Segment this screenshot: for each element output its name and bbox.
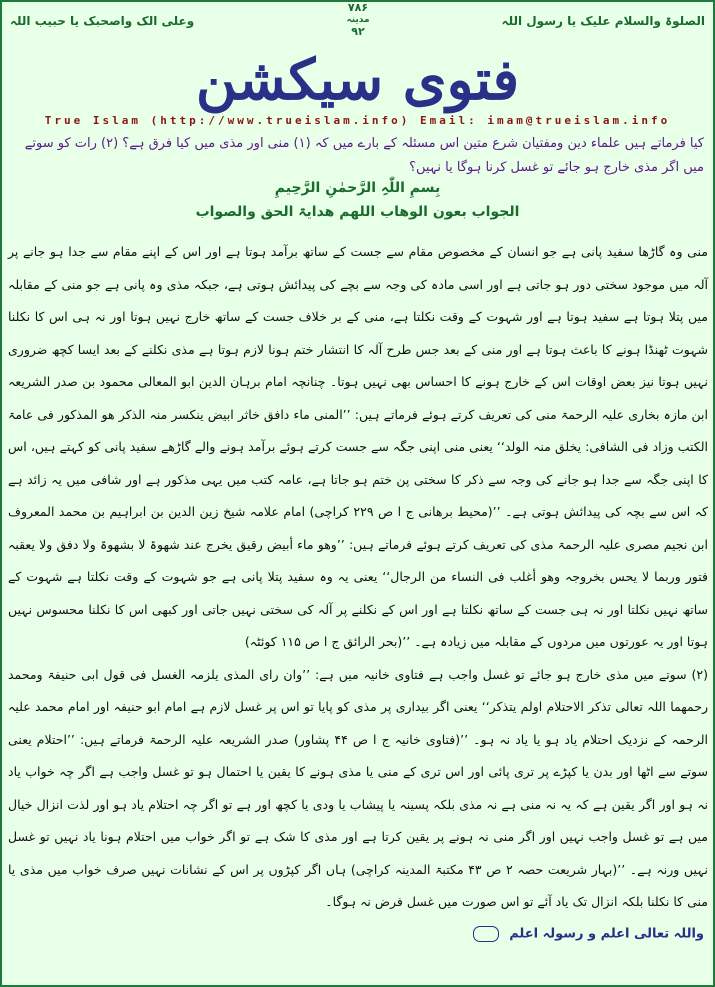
header-number-top: ۷۸۶ (347, 1, 369, 14)
answer-heading: الجواب بعون الوھاب اللھم ھدایۃ الحق والصواب (195, 204, 520, 220)
closing-text: واللہ تعالی اعلم و رسولہ اعلم (509, 926, 704, 942)
bismillah: بِسمِ اللّٰہِ الرَّحمٰنِ الرَّحِیمِ (274, 180, 441, 196)
closing-line (14, 926, 704, 942)
header (0, 0, 715, 36)
contact-line: True Islam (http://www.trueislam.info) Email: imam@trueislam.info (44, 114, 671, 127)
header-number-mid: مدینہ (346, 15, 370, 25)
answer-paragraph-1: منی وہ گاڑھا سفید پانی ہے جو انسان کے مخصوص مقام سے جست کے ساتھ برآمد ہوتا ہے اور اس کے اپنے مقام سے جدا ہو جانے پر آلہ میں موجود سختی دور ہو جاتی ہے اور اسی مادہ کی وجہ سے بچے کی پیدائش ہوتی ہے، جبکہ مذی وہ پانی ہے جو منی کے مقابلہ میں پتلا ہوتا ہے سفید ہوتا ہے اور شہوت کے وقت نکلتا ہے، منی کے بر خلاف جست کے ساتھ خارج نہیں ہوتا اور نہ ہی اس کا نکلنا شہوت ٹھنڈا ہونے کا باعث ہوتا ہے اور منی کے بعد جس طرح آلہ کا انتشار ختم ہونا لازم ہوتا ہے مذی نکلنے کے بعد ایسا کچھ ضروری نہیں ہوتا نیز بعض اوقات اس کے خارج ہونے کا احساس بھی نہیں ہوتا۔ چنانچہ امام برہان الدین ابو المعالی محمود بن صدر الشریعہ ابن مازہ بخاری علیہ الرحمۃ منی کی تعریف کرتے ہوئے فرماتے ہیں: ’’المنی ماء دافق خاثر ابیض ینکسر منہ الذکر ھو المذکور فی عامۃ الکتب وزاد فی الشافی: یخلق منہ الولد‘‘ یعنی منی اپنی جگہ سے جست کرتے ہوئے برآمد ہونے والے گاڑھے سفید پانی کو کہتے ہیں، اس کا اپنی جگہ سے جدا ہو جانے کی وجہ سے ذکر کا سختی پن ختم ہو جاتا ہے، عامہ کتب میں یہی مذکور ہے اور شافی میں یہ زائد ہے کہ اس سے بچہ کی پیدائش ہوتی ہے۔ ’’(محیط برھانی ج ا ص ۲۲۹ کراچی) امام علامہ شیخ زین الدین بن ابراہیم بن محمد المعروف ابن نجیم مصری علیہ الرحمۃ مذی کی تعریف کرتے ہوئے فرماتے ہیں: ’’وھو ماء أبیض رقیق یخرج عند شھوۃ لا بشھوۃ ولا دفق ولا یعقبہ فتور وربما لا یحس بخروجہ وھو أغلب فی النساء من الرجال‘‘ یعنی یہ وہ سفید پتلا پانی ہے جو شہوت کے وقت نکلتا ہے شہوت کے ساتھ نہیں نکلتا اور نہ ہی جست کے ساتھ نکلتا ہے اور اس کے نکلنے پر آلہ کی سختی نہیں جاتی اور کبھی اس کا نکلنا محسوس نہیں ہوتا اور یہ عورتوں میں مردوں کے مقابلہ میں زیادہ ہے۔ ’’(بحر الرائق ج ا ص ۱۱۵ کوئٹہ) (8, 244, 709, 649)
header-number-bottom: ۹۲ (351, 25, 365, 38)
question-text: کیا فرماتے ہیں علماء دین ومفتیان شرع متین اس مسئلہ کے بارے میں کہ (۱) منی اور مذی میں کیا فرق ہے؟ (۲) رات کو سوتے میں اگر مذی خارج ہو جائے تو غسل کرنا ہوگا یا نہیں؟ (24, 136, 704, 175)
header-salutation-right: الصلوۃ والسلام علیک یا رسول اللہ (501, 14, 705, 28)
header-salutation-left: وعلی الک واصحبک یا حبیب اللہ (10, 14, 195, 28)
header-number (340, 2, 376, 38)
seal-icon (473, 926, 499, 942)
answer-body (8, 236, 708, 919)
page-title: فتوی سیکشن (195, 47, 520, 113)
answer-paragraph-2: (۲) سوتے میں مذی خارج ہو جائے تو غسل واجب ہے فتاوی خانیہ میں ہے: ’’وان رای المذی یلزمہ الغسل فی قول ابی حنیفۃ ومحمد رحمھما اللہ تعالی تذکر الاحتلام اولم یتذکر‘‘ یعنی اگر بیداری پر مذی کو پایا تو اس پر غسل لازم ہے امام ابو حنیفہ اور امام محمد علیہ الرحمہ کے نزدیک احتلام یاد ہو یا یاد نہ ہو۔ ’’(فتاوی خانیہ ج ا ص ۴۴ پشاور) صدر الشریعہ علیہ الرحمۃ فرماتے ہیں: ’’احتلام یعنی سوتے سے اٹھا اور بدن یا کپڑے پر تری پائی اور اس تری کے منی یا مذی ہونے کا یقین یا احتمال ہو تو غسل واجب ہے اگر چہ خواب یاد نہ ہو اور اگر یقین ہے کہ یہ نہ منی ہے نہ مذی بلکہ پسینہ یا پیشاب یا ودی یا کچھ اور ہے تو اگر چہ احتلام یاد ہو اور لذت انزال خیال میں ہے تو غسل واجب نہیں اور اگر منی نہ ہونے پر یقین کرتا ہے اور مذی کا شک ہے تو اگر خواب میں احتلام ہونا یاد نہیں تو غسل نہیں ورنہ ہے۔ ’’(بہار شریعت حصہ ۲ ص ۴۳ مکتبۃ المدینہ کراچی) ہاں اگر کپڑوں پر اس کے نشانات نہیں صرف خواب میں مذی یا منی کا نکلنا بلکہ انزال تک یاد آئے تو اس صورت میں غسل فرض نہ ہوگا۔ (8, 666, 709, 909)
